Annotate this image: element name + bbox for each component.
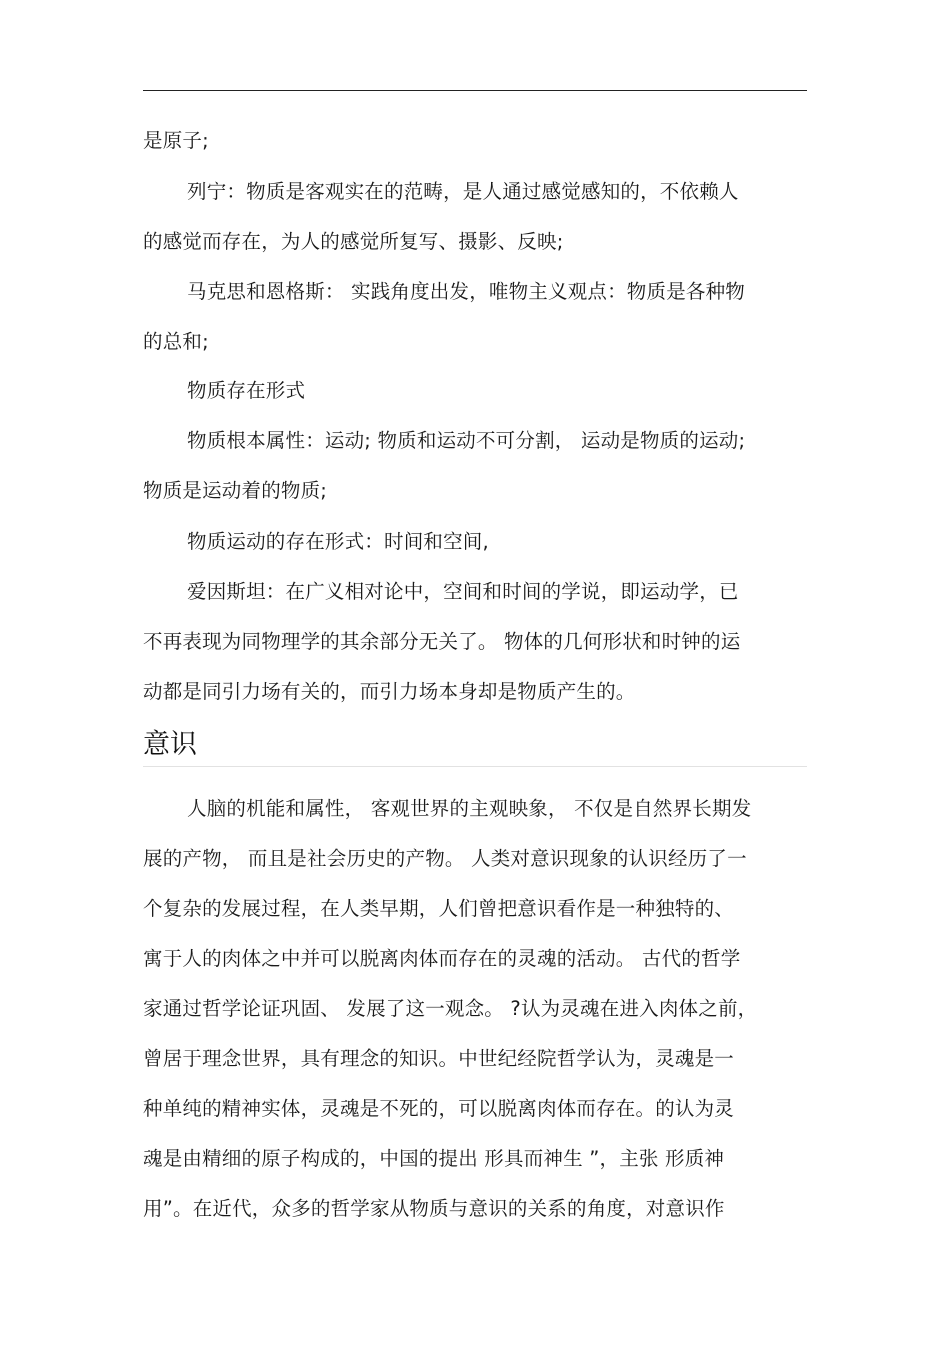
text-line: 个复杂的发展过程，在人类早期，人们曾把意识看作是一种独特的、 — [143, 897, 735, 920]
header-rule — [143, 90, 807, 91]
text-line: 物质运动的存在形式：时间和空间, — [187, 530, 489, 553]
text-line: 动都是同引力场有关的，而引力场本身却是物质产生的。 — [143, 680, 636, 703]
text-line: 寓于人的肉体之中并可以脱离肉体而存在的灵魂的活动。 古代的哲学 — [143, 947, 741, 970]
text-line: 展的产物， 而且是社会历史的产物。 人类对意识现象的认识经历了一 — [143, 847, 747, 870]
section-heading: 意识 — [143, 729, 197, 760]
text-line: 爱因斯坦：在广义相对论中，空间和时间的学说，即运动学，已 — [187, 580, 739, 603]
text-line: 不再表现为同物理学的其余部分无关了。 物体的几何形状和时钟的运 — [143, 630, 741, 653]
text-line: 列宁：物质是客观实在的范畴，是人通过感觉感知的，不依赖人 — [187, 180, 739, 203]
heading-underline — [143, 766, 807, 767]
text-line: 的总和; — [143, 330, 209, 353]
text-line: 马克思和恩格斯： 实践角度出发，唯物主义观点：物质是各种物 — [187, 280, 745, 303]
text-line: 物质是运动着的物质; — [143, 479, 328, 502]
text-line: 物质存在形式 — [187, 379, 306, 402]
text-line: 魂是由精细的原子构成的，中国的提出 形具而神生 ”，主张 形质神 — [143, 1147, 725, 1170]
text-line: 种单纯的精神实体，灵魂是不死的，可以脱离肉体而存在。的认为灵 — [143, 1097, 735, 1120]
text-line: 是原子; — [143, 129, 209, 152]
text-line: 的感觉而存在，为人的感觉所复写、摄影、反映; — [143, 230, 564, 253]
text-line: 家通过哲学论证巩固、 发展了这一观念。 ?认为灵魂在进入肉体之前， — [143, 997, 758, 1020]
text-line: 曾居于理念世界，具有理念的知识。中世纪经院哲学认为，灵魂是一 — [143, 1047, 735, 1070]
text-line: 物质根本属性：运动; 物质和运动不可分割， 运动是物质的运动; — [187, 429, 746, 452]
text-line: 人脑的机能和属性， 客观世界的主观映象， 不仅是自然界长期发 — [187, 797, 752, 820]
text-line: 用”。在近代，众多的哲学家从物质与意识的关系的角度，对意识作 — [143, 1197, 725, 1220]
